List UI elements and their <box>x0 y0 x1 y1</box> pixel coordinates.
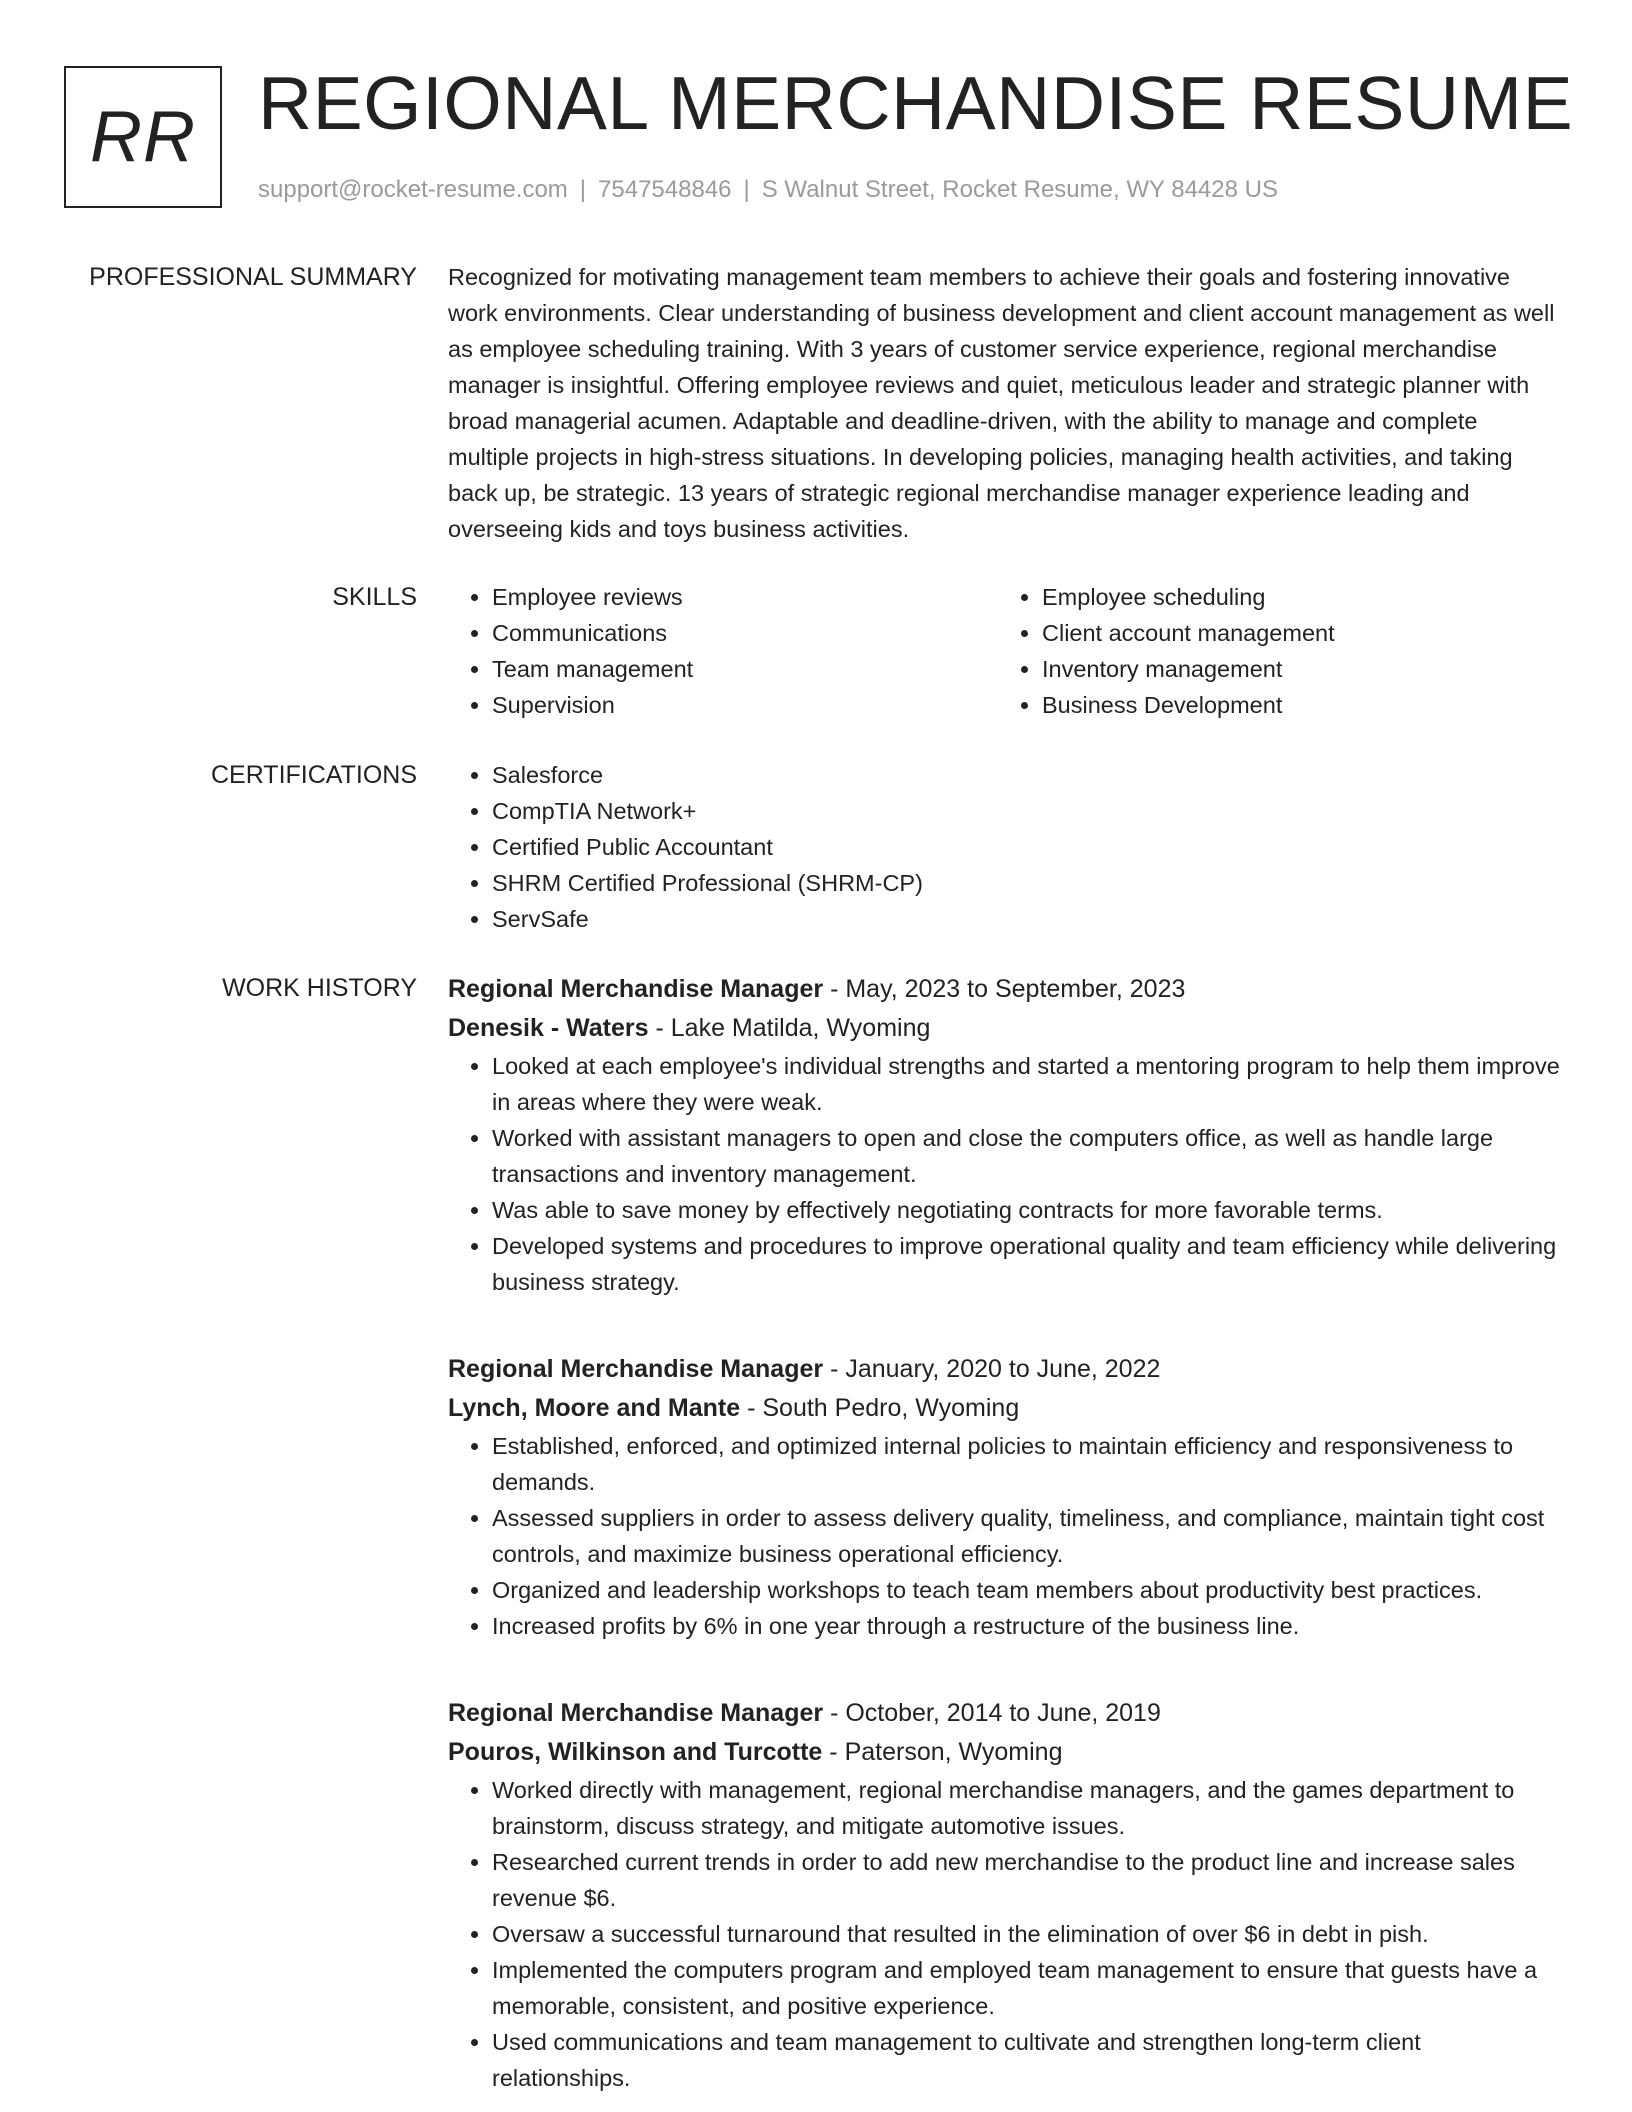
job-company: Pouros, Wilkinson and Turcotte <box>448 1738 823 1766</box>
job-bullet: • Assessed suppliers in order to assess delivery quality, timeliness, and compliance, maintain tight cost controls, and maximize business operational efficiency. <box>492 1500 1560 1572</box>
job-location: - South Pedro, Wyoming <box>747 1394 1020 1422</box>
job-bullet: • Researched current trends in order to add new merchandise to the product line and increase sales revenue $6. <box>492 1844 1560 1916</box>
job-bullets <box>448 1428 1560 1644</box>
job-entry <box>448 970 1560 1300</box>
skill-item: • Client account management <box>1042 615 1548 651</box>
job-dates: - October, 2014 to June, 2019 <box>830 1699 1161 1727</box>
job-title-line <box>448 1694 1560 1733</box>
skill-item: • Communications <box>492 615 998 651</box>
job-location: - Paterson, Wyoming <box>829 1738 1063 1766</box>
page-title: REGIONAL MERCHANDISE RESUME <box>258 61 1574 145</box>
job-bullets <box>448 1772 1560 2096</box>
skill-item: • Team management <box>492 651 998 687</box>
job-title: Regional Merchandise Manager <box>448 975 824 1003</box>
certification-item: • Certified Public Accountant <box>492 829 1560 865</box>
contact-phone: 7547548846 <box>598 176 732 203</box>
job-company-line <box>448 1389 1560 1428</box>
certification-item: • ServSafe <box>492 901 1560 937</box>
job-bullet: • Was able to save money by effectively negotiating contracts for more favorable terms. <box>492 1192 1560 1228</box>
certification-item: • SHRM Certified Professional (SHRM-CP) <box>492 865 1560 901</box>
certification-item: • Salesforce <box>492 757 1560 793</box>
contact-email: support@rocket-resume.com <box>258 176 568 203</box>
job-title: Regional Merchandise Manager <box>448 1355 824 1383</box>
contact-separator: | <box>579 176 587 203</box>
job-bullet: • Established, enforced, and optimized internal policies to maintain efficiency and responsiveness to demands. <box>492 1428 1560 1500</box>
job-bullet: • Used communications and team management to cultivate and strengthen long-term client relationships. <box>492 2024 1560 2096</box>
contact-address: S Walnut Street, Rocket Resume, WY 84428 US <box>761 176 1278 203</box>
job-bullet: • Looked at each employee's individual strengths and started a mentoring program to help them improve in areas where they were weak. <box>492 1048 1560 1120</box>
job-company-line <box>448 1733 1560 1772</box>
certifications-list <box>448 757 1560 937</box>
job-company: Denesik - Waters <box>448 1014 649 1042</box>
contact-separator: | <box>743 176 750 203</box>
monogram-logo: RR <box>64 66 222 208</box>
summary-section <box>448 259 1560 547</box>
job-title-line <box>448 970 1560 1009</box>
skills-list-left <box>448 579 998 723</box>
section-label-work-history: WORK HISTORY <box>222 974 417 1002</box>
skill-item: • Supervision <box>492 687 998 723</box>
job-dates: - January, 2020 to June, 2022 <box>830 1355 1161 1383</box>
skills-section <box>448 579 1560 723</box>
job-location: - Lake Matilda, Wyoming <box>655 1014 931 1042</box>
contact-line <box>258 174 1278 206</box>
job-bullet: • Oversaw a successful turnaround that resulted in the elimination of over $6 in debt in pish. <box>492 1916 1560 1952</box>
job-bullet: • Implemented the computers program and employed team management to ensure that guests have a memorable, consistent, and positive experience. <box>492 1952 1560 2024</box>
skill-item: • Inventory management <box>1042 651 1548 687</box>
job-bullets <box>448 1048 1560 1300</box>
job-company: Lynch, Moore and Mante <box>448 1394 741 1422</box>
job-company-line <box>448 1009 1560 1048</box>
certifications-section <box>448 757 1560 937</box>
certification-item: • CompTIA Network+ <box>492 793 1560 829</box>
job-entry <box>448 1350 1560 1644</box>
skills-list-right <box>998 579 1548 723</box>
job-dates: - May, 2023 to September, 2023 <box>830 975 1186 1003</box>
skill-item: • Employee scheduling <box>1042 579 1548 615</box>
section-label-summary: PROFESSIONAL SUMMARY <box>89 263 417 291</box>
job-bullet: • Worked with assistant managers to open and close the computers office, as well as handle large transactions and inventory management. <box>492 1120 1560 1192</box>
job-bullet: • Worked directly with management, regional merchandise managers, and the games department to brainstorm, discuss strategy, and mitigate automotive issues. <box>492 1772 1560 1844</box>
skill-item: • Employee reviews <box>492 579 998 615</box>
job-title-line <box>448 1350 1560 1389</box>
section-label-skills: SKILLS <box>332 583 417 611</box>
job-entry <box>448 1694 1560 2096</box>
job-bullet: • Developed systems and procedures to improve operational quality and team efficiency while delivering business strategy. <box>492 1228 1560 1300</box>
summary-text: Recognized for motivating management team members to achieve their goals and fostering innovative work environments. Clear understanding of business development and client account management as well as employee scheduling training. With 3 years of customer service experience, regional merchandise manager is insightful. Offering employee reviews and quiet, meticulous leader and strategic planner with broad managerial acumen. Adaptable and deadline-driven, with the ability to manage and complete multiple projects in high-stress situations. In developing policies, managing health activities, and taking back up, be strategic. 13 years of strategic regional merchandise manager experience leading and overseeing kids and toys business activities. <box>448 264 1555 542</box>
job-title: Regional Merchandise Manager <box>448 1699 824 1727</box>
job-bullet: • Organized and leadership workshops to teach team members about productivity best practices. <box>492 1572 1560 1608</box>
skill-item: • Business Development <box>1042 687 1548 723</box>
section-label-certifications: CERTIFICATIONS <box>210 761 417 789</box>
job-bullet: • Increased profits by 6% in one year through a restructure of the business line. <box>492 1608 1560 1644</box>
